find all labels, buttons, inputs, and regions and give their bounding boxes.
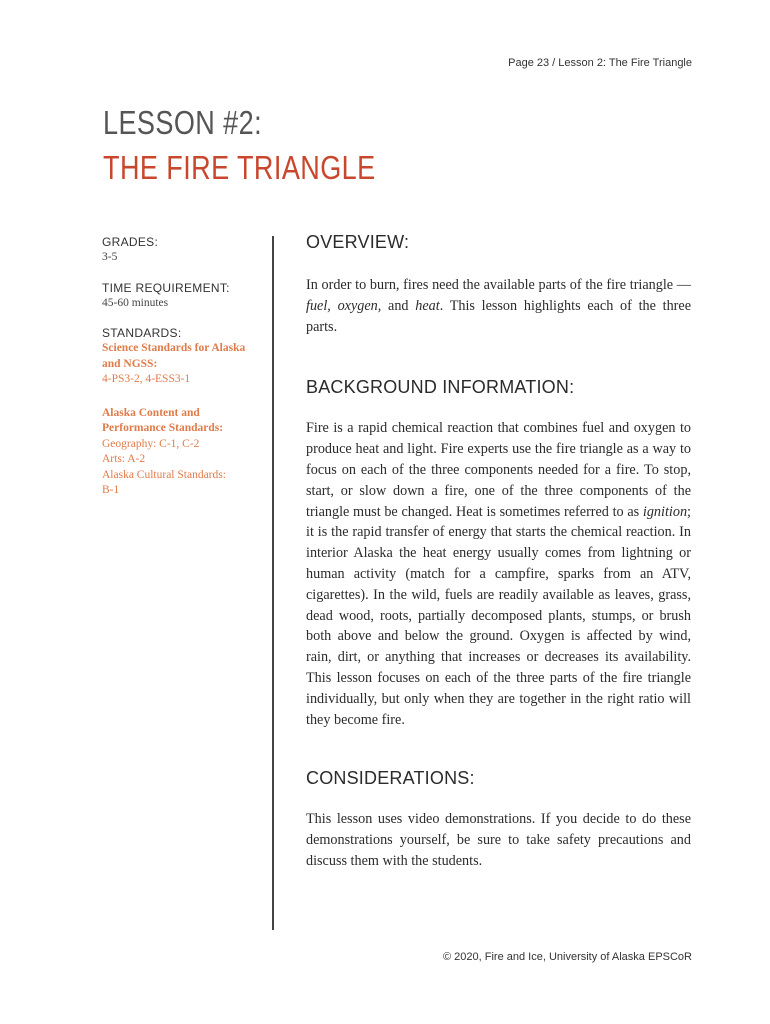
overview-text (306, 275, 691, 337)
science-standards-title: Science Standards for Alaska and NGSS: (102, 342, 246, 370)
arts-standards: Arts: A-2 (102, 453, 146, 465)
lesson-sidebar (102, 234, 262, 499)
heat-term: heat (415, 297, 440, 314)
overview-text-end: . This lesson highlights each of the three parts. (306, 297, 692, 335)
background-text-part: Fire is a rapid chemical reaction that combines fuel and oxygen to produce heat and light. Fire experts use the fire triangle as a way to focus on each of the three components needed for a fire. To stop, start, or slow down a fire, one of the three components of the triangle must be changed. Heat is sometimes referred to as (306, 420, 691, 520)
column-divider (272, 236, 274, 930)
page-header-label: Page 23 / Lesson 2: The Fire Triangle (508, 57, 692, 69)
ignition-term: ignition (642, 503, 688, 520)
grades-value: 3-5 (102, 251, 118, 263)
science-standards-value: 4-PS3-2, 4-ESS3-1 (102, 373, 191, 385)
background-text-end: ; it is the rapid transfer of energy that starts the chemical reaction. In interior Alaska the heat energy usually comes from lightning or human activity (match for a campfire, sparks from an ATV, cigarettes). In the wild, fuels are readily available as leaves, grass, dead wood, roots, partially decomposed plants, stumps, or brush both above and below the ground. Oxygen is affected by wind, rain, dirt, or anything that increases or decreases its availability. This lesson focuses on each of the three parts of the fire triangle individually, but only when they are together in the right ratio will they become fire. (306, 503, 691, 728)
copyright-footer: © 2020, Fire and Ice, University of Alaska EPSCoR (443, 951, 692, 963)
grades-label: GRADES: (102, 235, 159, 249)
time-requirement-label: TIME REQUIREMENT: (102, 280, 230, 295)
considerations-text: This lesson uses video demonstrations. If you decide to do these demonstrations yourself, be sure to take safety precautions and discuss them with the students. (306, 811, 691, 869)
lesson-name: THE FIRE TRIANGLE (103, 149, 376, 186)
lesson-title (103, 100, 376, 190)
oxygen-term: oxygen, (337, 297, 382, 314)
overview-heading: OVERVIEW: (306, 232, 410, 252)
alaska-standards-title: Alaska Content and Performance Standards: (102, 406, 224, 434)
fuel-term: fuel, (306, 297, 331, 314)
considerations-heading: CONSIDERATIONS: (306, 768, 475, 789)
cultural-standards-label: Alaska Cultural Standards: (102, 468, 226, 481)
overview-text-part: In order to burn, fires need the available parts of the fire triangle — (306, 277, 691, 293)
time-requirement-value: 45-60 minutes (102, 296, 169, 309)
cultural-standards-value: B-1 (102, 484, 120, 496)
overview-text-and: and (381, 297, 416, 314)
standards-label: STANDARDS: (102, 326, 182, 340)
background-heading: BACKGROUND INFORMATION: (306, 377, 575, 398)
lesson-main-content (306, 232, 691, 872)
lesson-number: LESSON #2: (103, 104, 263, 141)
geography-standards: Geography: C-1, C-2 (102, 437, 200, 450)
background-text (306, 418, 691, 730)
